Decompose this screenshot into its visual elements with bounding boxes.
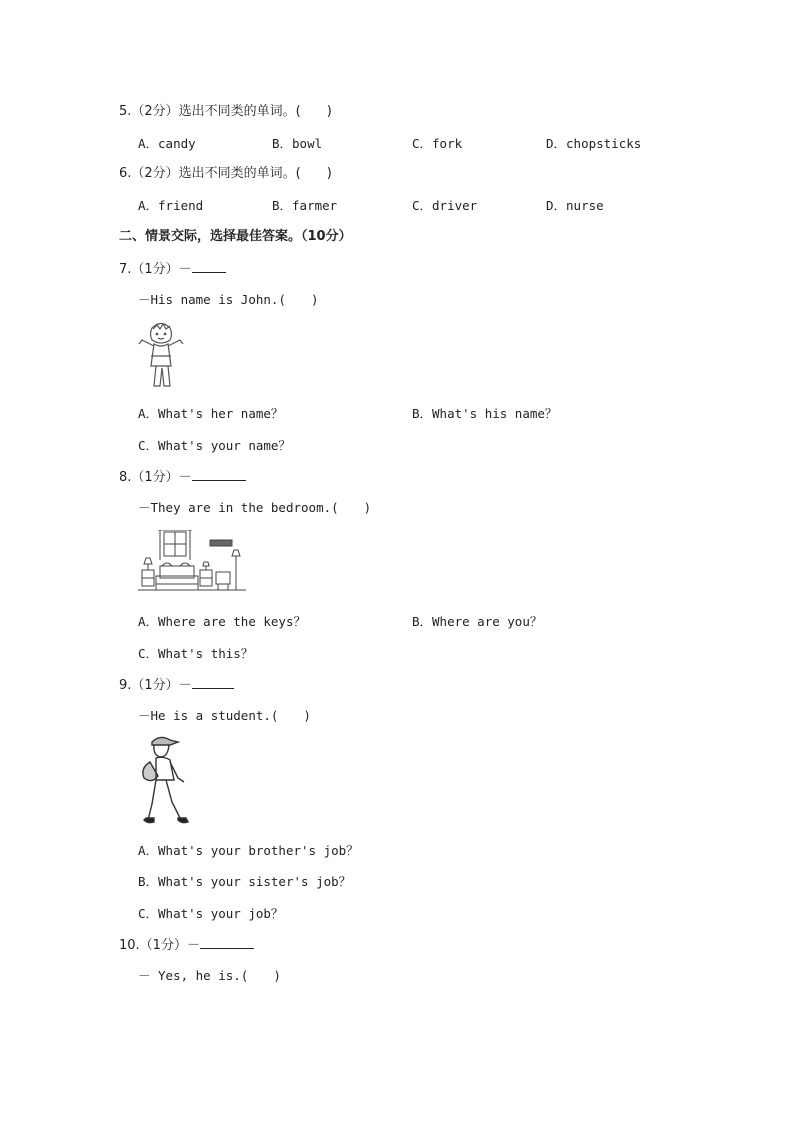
q5-option-c[interactable]: C．fork (412, 136, 463, 151)
q6-option-b[interactable]: B．farmer (272, 198, 338, 213)
q9-option-a[interactable]: A．What's your brother's job？ (138, 843, 359, 858)
q5-option-d[interactable]: D．chopsticks (546, 136, 642, 151)
q7-reply: －His name is John.( ) (138, 292, 319, 307)
answer-blank (192, 260, 226, 273)
student-illustration (136, 734, 192, 828)
q6-option-a[interactable]: A．friend (138, 198, 204, 213)
boy-illustration (136, 320, 186, 392)
q6-option-c[interactable]: C．driver (412, 198, 478, 213)
question-10-stem (119, 936, 254, 954)
q7-option-c[interactable]: C．What's your name？ (138, 438, 291, 453)
question-6-stem: 6.（2分）选出不同类的单词。( ) (119, 166, 332, 181)
q10-reply: － Yes, he is.( ) (138, 968, 281, 983)
bedroom-illustration (138, 530, 246, 592)
q6-option-d[interactable]: D．nurse (546, 198, 604, 213)
q5-option-b[interactable]: B．bowl (272, 136, 323, 151)
q10-stem-text: 10.（1分）－ (119, 938, 200, 953)
question-8-stem (119, 468, 246, 486)
q8-stem-text: 8.（1分）－ (119, 470, 192, 485)
question-7-stem (119, 260, 226, 278)
answer-blank (200, 936, 254, 949)
q8-reply: －They are in the bedroom.( ) (138, 500, 372, 515)
q9-option-c[interactable]: C．What's your job？ (138, 906, 284, 921)
q7-option-b[interactable]: B．What's his name？ (412, 406, 558, 421)
q8-option-b[interactable]: B．Where are you？ (412, 614, 543, 629)
q7-stem-text: 7.（1分）－ (119, 262, 192, 277)
q9-stem-text: 9.（1分）－ (119, 678, 192, 693)
question-5-stem: 5.（2分）选出不同类的单词。( ) (119, 104, 332, 119)
question-9-stem (119, 676, 234, 694)
q5-option-a[interactable]: A．candy (138, 136, 196, 151)
answer-blank (192, 468, 246, 481)
q9-option-b[interactable]: B．What's your sister's job？ (138, 874, 352, 889)
q7-option-a[interactable]: A．What's her name？ (138, 406, 284, 421)
q9-reply: －He is a student.( ) (138, 708, 311, 723)
answer-blank (192, 676, 234, 689)
section-2-title: 二、情景交际，选择最佳答案。（10分） (119, 229, 352, 244)
q8-option-c[interactable]: C．What's this？ (138, 646, 254, 661)
q8-option-a[interactable]: A．Where are the keys？ (138, 614, 306, 629)
